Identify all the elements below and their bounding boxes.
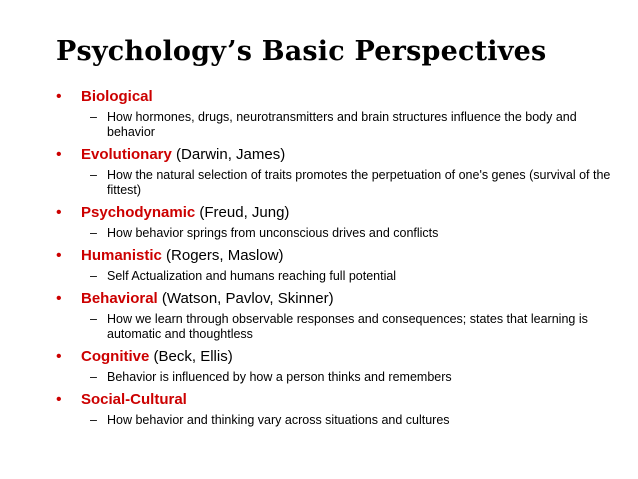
perspective-theorists: (Darwin, James) xyxy=(171,146,286,163)
bullet-icon: • xyxy=(56,146,62,163)
perspective-term: Behavioral xyxy=(81,290,158,307)
perspective-heading xyxy=(81,288,616,309)
perspective-term: Biological xyxy=(81,88,153,105)
perspective-item-social-cultural xyxy=(56,389,616,428)
perspective-item-cognitive xyxy=(56,346,616,385)
perspective-theorists: (Rogers, Maslow) xyxy=(161,247,284,264)
perspective-term: Evolutionary xyxy=(81,146,172,163)
perspective-heading xyxy=(81,245,616,266)
perspective-description xyxy=(90,226,616,241)
perspective-description xyxy=(90,110,616,140)
dash-icon: – xyxy=(90,269,97,283)
perspective-term: Humanistic xyxy=(81,247,162,264)
dash-icon: – xyxy=(90,168,97,182)
perspective-description xyxy=(90,168,616,198)
bullet-icon: • xyxy=(56,247,62,264)
bullet-icon: • xyxy=(56,391,62,408)
perspective-item-psychodynamic xyxy=(56,202,616,241)
dash-icon: – xyxy=(90,312,97,326)
perspective-description xyxy=(90,370,616,385)
bullet-icon: • xyxy=(56,290,62,307)
perspective-heading xyxy=(81,144,616,165)
perspective-term: Cognitive xyxy=(81,348,150,365)
perspective-heading xyxy=(81,86,616,107)
bullet-icon: • xyxy=(56,88,62,105)
perspective-description xyxy=(90,269,616,284)
perspective-item-humanistic xyxy=(56,245,616,284)
perspective-description xyxy=(90,413,616,428)
perspective-heading xyxy=(81,346,616,367)
bullet-icon: • xyxy=(56,348,62,365)
perspective-theorists: (Watson, Pavlov, Skinner) xyxy=(157,290,334,307)
perspective-item-biological xyxy=(56,86,616,140)
description-text: How hormones, drugs, neurotransmitters and brain structures influence the body and behavior xyxy=(107,110,577,139)
slide-title: Psychology’s Basic Perspectives xyxy=(56,36,547,67)
perspective-theorists: (Freud, Jung) xyxy=(195,204,290,221)
perspective-term: Social-Cultural xyxy=(81,391,187,408)
perspective-theorists: (Beck, Ellis) xyxy=(149,348,233,365)
perspective-item-behavioral xyxy=(56,288,616,342)
dash-icon: – xyxy=(90,370,97,384)
description-text: Behavior is influenced by how a person thinks and remembers xyxy=(107,370,452,384)
perspective-heading xyxy=(81,202,616,223)
perspective-heading xyxy=(81,389,616,410)
dash-icon: – xyxy=(90,110,97,124)
description-text: How behavior and thinking vary across situations and cultures xyxy=(107,413,450,427)
perspective-description xyxy=(90,312,616,342)
perspectives-list xyxy=(56,86,616,432)
description-text: How we learn through observable responses and consequences; states that learning is automatic and thoughtless xyxy=(107,312,588,341)
bullet-icon: • xyxy=(56,204,62,221)
description-text: Self Actualization and humans reaching full potential xyxy=(107,269,397,283)
description-text: How the natural selection of traits promotes the perpetuation of one's genes (survival of the fittest) xyxy=(107,168,611,197)
dash-icon: – xyxy=(90,413,97,427)
dash-icon: – xyxy=(90,226,97,240)
perspective-item-evolutionary xyxy=(56,144,616,198)
perspective-term: Psychodynamic xyxy=(81,204,196,221)
description-text: How behavior springs from unconscious drives and conflicts xyxy=(107,226,439,240)
